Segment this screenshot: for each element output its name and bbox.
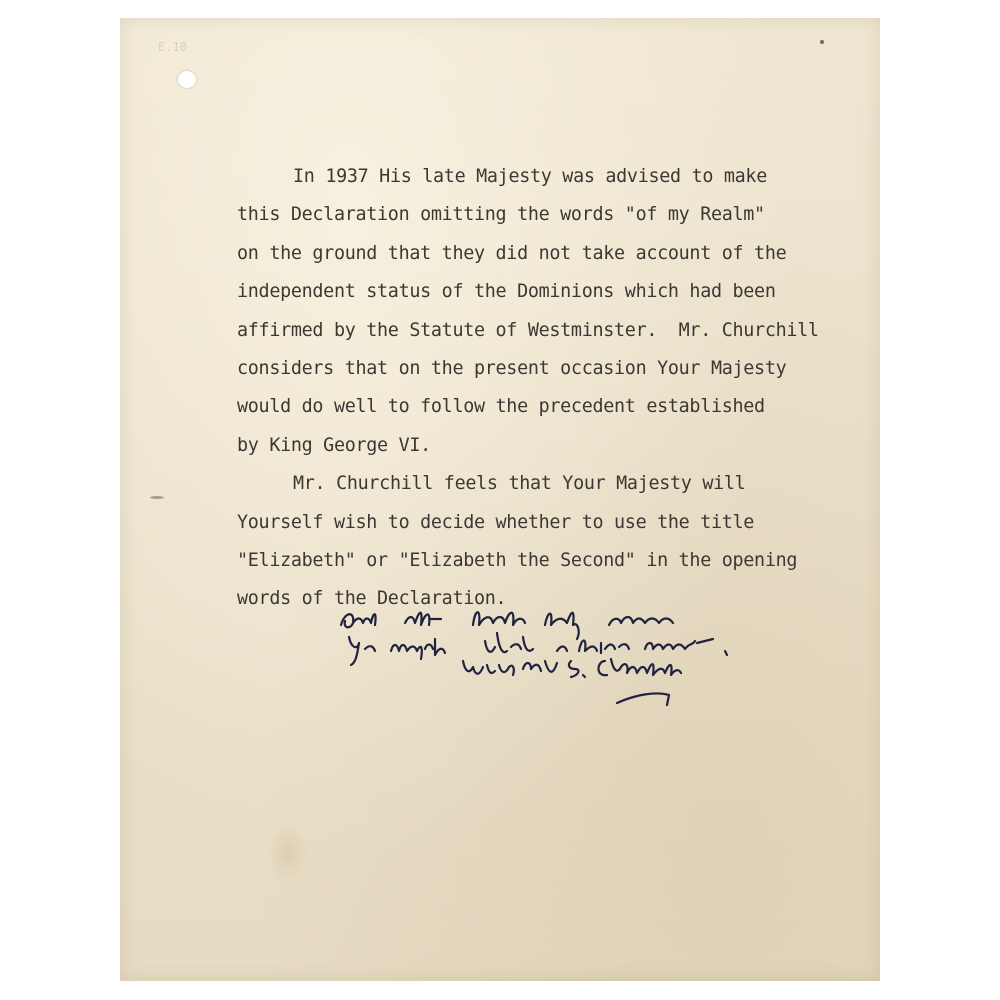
letter-page xyxy=(120,18,880,981)
typed-line: independent status of the Dominions which had been xyxy=(237,281,776,303)
typed-line: on the ground that they did not take account of the xyxy=(237,242,787,264)
typed-line: Yourself wish to decide whether to use the title xyxy=(237,511,755,533)
punch-hole xyxy=(178,71,196,88)
reference-mark: E.10 xyxy=(158,40,187,54)
typed-line: considers that on the present occasion Your Majesty xyxy=(237,357,787,379)
typed-line: Mr. Churchill feels that Your Majesty will xyxy=(293,473,746,495)
paper-speck xyxy=(820,40,824,44)
typed-line: "Elizabeth" or "Elizabeth the Second" in the opening xyxy=(237,549,798,571)
handwritten-signature xyxy=(335,603,775,713)
typed-line: affirmed by the Statute of Westminster. Mr. Churchill xyxy=(237,319,819,341)
paper-speck xyxy=(150,496,164,499)
typed-line: this Declaration omitting the words "of my Realm" xyxy=(237,204,765,226)
typed-line: would do well to follow the precedent established xyxy=(237,396,765,418)
typed-line: words of the Declaration. xyxy=(237,588,507,610)
paper-stain xyxy=(268,823,308,883)
typed-line: In 1937 His late Majesty was advised to make xyxy=(293,166,767,187)
letter-body xyxy=(237,158,877,619)
typed-line: by King George VI. xyxy=(237,434,431,456)
